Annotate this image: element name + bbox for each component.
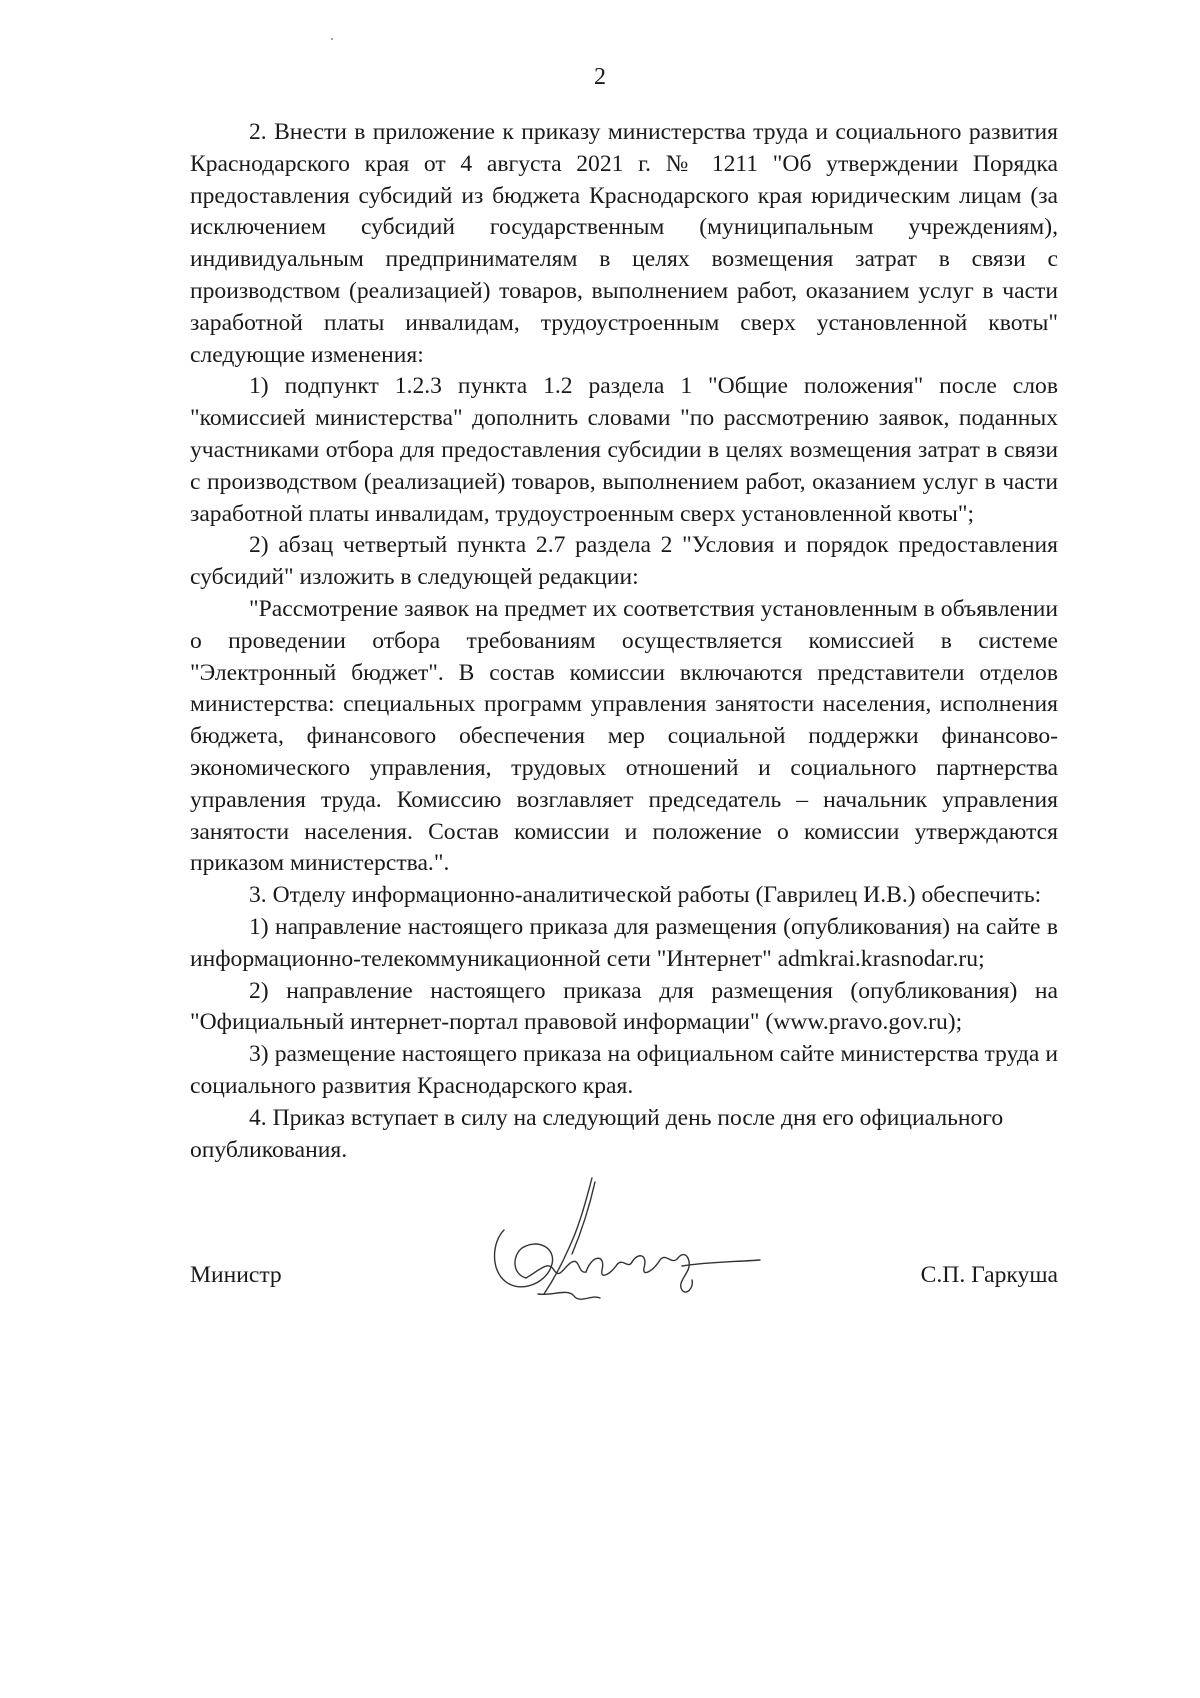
paragraph-item-2: 2. Внести в приложение к приказу министерства труда и социального развития Краснодарского края от 4 августа 2021 г. № 1211 "Об утверждении Порядка предоставления субсидий из бюджета Краснодарского края юридическим лицам (за исключением субсидий государственным (муниципальным учреждениям), индивидуальным предпринимателям в целях возмещения затрат в связи с производством (реализацией) товаров, выполнением работ, оказанием услуг в части заработной платы инвалидам, трудоустроенным сверх установленной квоты" следующие изменения: xyxy=(190,119,1058,368)
paragraph-subitem-1: 1) подпункт 1.2.3 пункта 1.2 раздела 1 "Общие положения" после слов "комиссией министерства" дополнить словами "по рассмотрению заявок, поданных участниками отбора для предоставления субсидии в целях возмещения затрат в связи с производством (реализацией) товаров, выполнением работ, оказанием услуг в части заработной платы инвалидам, трудоустроенным сверх установленной квоты"; xyxy=(190,373,1058,527)
handwritten-signature xyxy=(482,1170,762,1320)
signatory-title: Министр xyxy=(190,1262,282,1288)
scan-speck xyxy=(331,38,333,40)
paragraph-item-3-sub-2: 2) направление настоящего приказа для размещения (опубликования) на "Официальный интернет-портал правовой информации" (www.pravo.gov.ru); xyxy=(190,977,1058,1036)
paragraph-item-3-sub-3: 3) размещение настоящего приказа на официальном сайте министерства труда и социального развития Краснодарского края. xyxy=(190,1041,1058,1099)
paragraph-subitem-2: 2) абзац четвертый пункта 2.7 раздела 2 "Условия и порядок предоставления субсидий" изложить в следующей редакции: xyxy=(190,532,1058,591)
paragraph-item-4: 4. Приказ вступает в силу на следующий день после дня его официального опубликования. xyxy=(190,1104,1004,1163)
paragraph-item-3-sub-1: 1) направление настоящего приказа для размещения (опубликования) на сайте в информационно-телекоммуникационной сети "Интернет" admkrai.krasnodar.ru; xyxy=(190,913,1058,972)
paragraph-new-wording: "Рассмотрение заявок на предмет их соответствия установленным в объявлении о проведении отбора требованиям осуществляется комиссией в системе "Электронный бюджет". В состав комиссии включаются представители отделов министерства: специальных программ управления занятости населения, исполнения бюджета, финансового обеспечения мер социальной поддержки финансово-экономического управления, трудовых отношений и социального партнерства управления труда. Комиссию возглавляет председатель – начальник управления занятости населения. Состав комиссии и положение о комиссии утверждаются приказом министерства.". xyxy=(190,595,1058,877)
paragraph-item-3: 3. Отделу информационно-аналитической работы (Гаврилец И.В.) обеспечить: xyxy=(249,882,1042,909)
page-number: 2 xyxy=(594,64,606,90)
document-body xyxy=(190,117,1058,1166)
signatory-name: С.П. Гаркуша xyxy=(920,1262,1058,1288)
signature-block xyxy=(190,1250,1058,1330)
